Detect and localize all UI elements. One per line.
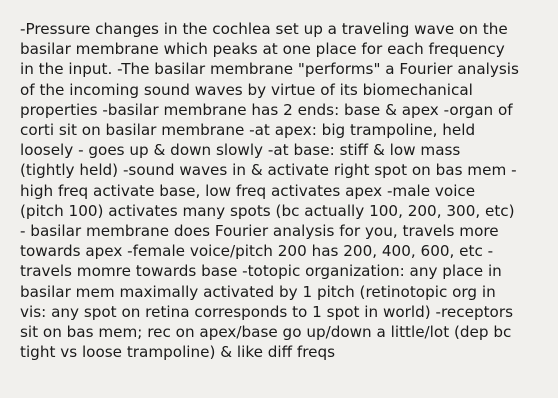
note-text: -Pressure changes in the cochlea set up a traveling wave on the basilar membrane which peaks at one place for each frequency in the input. -The basilar membrane "performs" a Fourier analysis of the incoming sound waves by virtue of its biomechanical properties -basilar membrane has 2 ends: base & apex -organ of corti sit on basilar membrane -at apex: big trampoline, held loosely - goes up & down slowly -at base: stiff & low mass (tightly held) -sound waves in & activate right spot on bas mem - high freq activate base, low freq activates apex -male voice (pitch 100) activates many spots (bc actually 100, 200, 300, etc) - basilar membrane does Fourier analysis for you, travels more towards apex -female voice/pitch 200 has 200, 400, 600, etc - travels momre towards base -totopic organization: any place in basilar mem maximally activated by 1 pitch (retinotopic org in vis: any spot on retina corresponds to 1 spot in world) -receptors sit on bas mem; rec on apex/base go up/down a little/lot (dep bc tight vs loose trampoline) & like diff freqs bbox=[20, 20, 519, 362]
